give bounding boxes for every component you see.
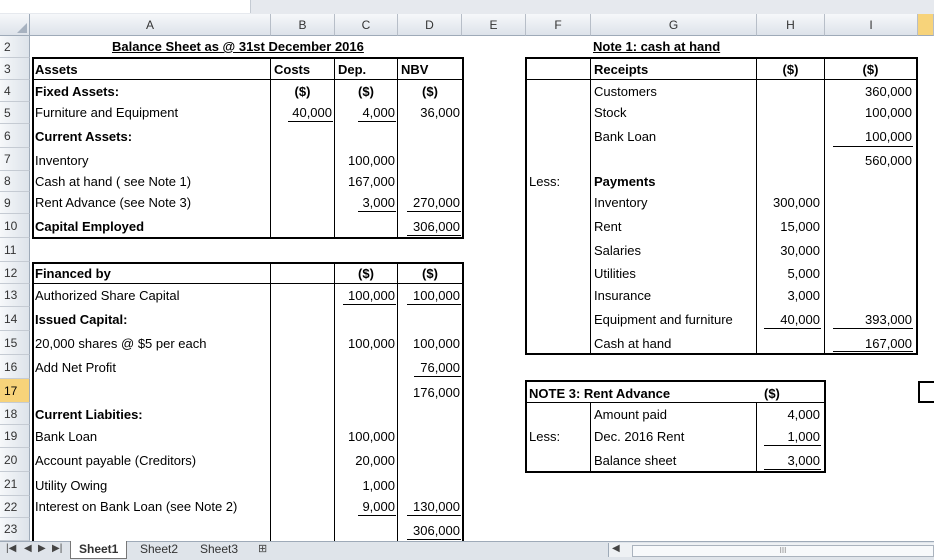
note1-utilities-value: 5,000: [787, 266, 820, 281]
bs-cash-value: 167,000: [348, 174, 395, 189]
column-header-d[interactable]: D: [398, 14, 462, 36]
column-header-g[interactable]: G: [591, 14, 757, 36]
row-header-9[interactable]: 9: [0, 192, 30, 214]
bs-costs-dollar: ($): [294, 84, 311, 99]
fin-subtotal: 176,000: [413, 385, 460, 400]
fin-shares-label: 20,000 shares @ $5 per each: [35, 336, 207, 351]
column-header-a[interactable]: A: [30, 14, 271, 36]
note1-insurance-value: 3,000: [787, 288, 820, 303]
note3-border-right: [824, 380, 826, 473]
column-header-j[interactable]: [918, 14, 934, 36]
bs-furniture-nbv: 36,000: [420, 105, 460, 120]
row-header-22[interactable]: 22: [0, 496, 30, 518]
fin-bank-loan-value: 100,000: [348, 429, 395, 444]
note3-row17-line: [525, 402, 826, 403]
fin-financed-by-label: Financed by: [35, 266, 111, 281]
scroll-left-icon[interactable]: ◀: [612, 543, 620, 554]
underline: [407, 211, 461, 212]
note1-cash-value: 167,000: [865, 336, 912, 351]
underline: [407, 304, 461, 305]
underline: [343, 304, 396, 305]
note1-equipment-value: 40,000: [780, 312, 820, 327]
first-sheet-icon[interactable]: |◀: [6, 543, 17, 554]
tab-sheet1[interactable]: Sheet1: [70, 541, 127, 559]
row-header-2[interactable]: 2: [0, 36, 30, 58]
bs-fixed-assets-label: Fixed Assets:: [35, 84, 120, 99]
note1-stock-label: Stock: [594, 105, 627, 120]
note1-inventory-value: 300,000: [773, 195, 820, 210]
scrollbar-thumb[interactable]: III: [632, 545, 934, 557]
bs-row3-line: [32, 79, 463, 80]
note1-payments-header: Payments: [594, 174, 656, 189]
column-header-e[interactable]: E: [462, 14, 526, 36]
note1-customers-value: 360,000: [865, 84, 912, 99]
note1-border-right: [916, 57, 918, 355]
row-header-6[interactable]: 6: [0, 124, 30, 148]
bs-capital-employed-label: Capital Employed: [35, 219, 145, 234]
underline: [833, 351, 913, 352]
fin-shares-c: 100,000: [348, 336, 395, 351]
note1-bank-loan-value: 100,000: [865, 129, 912, 144]
underline: [833, 328, 913, 329]
note1-border-bottom: [525, 353, 918, 355]
last-sheet-icon[interactable]: ▶|: [52, 543, 63, 554]
bs-border-right: [462, 57, 464, 239]
bs-rent-value: 3,000: [362, 195, 395, 210]
note1-col-g-line: [590, 57, 591, 355]
note1-customers-label: Customers: [594, 84, 657, 99]
column-header-i[interactable]: I: [825, 14, 918, 36]
fin-authorized-c: 100,000: [348, 288, 395, 303]
insert-sheet-icon[interactable]: ⊞: [258, 543, 268, 555]
name-box[interactable]: [0, 0, 251, 13]
bs-border-left: [32, 57, 34, 239]
bs-border-bottom: [32, 237, 464, 239]
note3-amount-paid-label: Amount paid: [594, 407, 667, 422]
tab-sheet3[interactable]: Sheet3: [200, 542, 239, 556]
fin-shares-d: 100,000: [413, 336, 460, 351]
note3-balance-label: Balance sheet: [594, 453, 677, 468]
select-all-corner[interactable]: [0, 14, 30, 36]
row-header-3[interactable]: 3: [0, 58, 30, 80]
underline: [407, 539, 461, 540]
bs-furniture-label: Furniture and Equipment: [35, 105, 179, 120]
note3-col-g-line: [590, 402, 591, 473]
underline: [764, 469, 821, 470]
note1-title: Note 1: cash at hand: [593, 39, 721, 54]
note3-border-top: [525, 380, 826, 382]
underline: [358, 515, 396, 516]
prev-sheet-icon[interactable]: ◀: [24, 543, 32, 554]
note1-insurance-label: Insurance: [594, 288, 652, 303]
note3-less-label: Less:: [529, 429, 561, 444]
fin-border-top: [32, 262, 463, 264]
fin-bank-loan-label: Bank Loan: [35, 429, 98, 444]
underline: [358, 211, 396, 212]
fin-border-left: [32, 262, 34, 541]
note3-amount-paid-value: 4,000: [787, 407, 820, 422]
note1-salaries-value: 30,000: [780, 243, 820, 258]
row-header-4[interactable]: 4: [0, 80, 30, 102]
row-header-16[interactable]: 16: [0, 355, 30, 379]
bs-cash-label: Cash at hand ( see Note 1): [35, 174, 192, 189]
fin-d-dollar: ($): [422, 266, 438, 281]
fin-payable-value: 20,000: [355, 453, 395, 468]
note3-dec-rent-label: Dec. 2016 Rent: [594, 429, 685, 444]
fin-authorized-d: 100,000: [413, 288, 460, 303]
note1-receipts-total: 560,000: [865, 153, 912, 168]
row-header-10[interactable]: 10: [0, 214, 30, 238]
row-header-21[interactable]: 21: [0, 472, 30, 496]
fin-utility-label: Utility Owing: [35, 478, 108, 493]
column-header-h[interactable]: H: [757, 14, 825, 36]
row-header-18[interactable]: 18: [0, 403, 30, 425]
next-sheet-icon[interactable]: ▶: [38, 543, 46, 554]
note3-dec-rent-value: 1,000: [787, 429, 820, 444]
row-header-13[interactable]: 13: [0, 284, 30, 307]
bs-costs-header: Costs: [274, 62, 311, 77]
note1-row3-line: [525, 79, 918, 80]
note1-rent-value: 15,000: [780, 219, 820, 234]
row-header-15[interactable]: 15: [0, 331, 30, 355]
fin-interest-value: 9,000: [362, 499, 395, 514]
row-header-17[interactable]: 17: [0, 379, 30, 403]
fin-payable-label: Account payable (Creditors): [35, 453, 197, 468]
note1-inventory-label: Inventory: [594, 195, 648, 210]
fin-col-b-line: [270, 262, 271, 541]
underline: [414, 376, 461, 377]
row-header-11[interactable]: 11: [0, 238, 30, 262]
underline: [358, 121, 396, 122]
row-header-5[interactable]: 5: [0, 102, 30, 124]
column-header-c[interactable]: C: [335, 14, 398, 36]
column-header-f[interactable]: F: [526, 14, 591, 36]
note1-cash-label: Cash at hand: [594, 336, 672, 351]
fin-issued-label: Issued Capital:: [35, 312, 128, 327]
fin-current-liab-label: Current Liabities:: [35, 407, 143, 422]
note3-title: NOTE 3: Rent Advance: [529, 386, 671, 401]
fin-authorized-label: Authorized Share Capital: [35, 288, 180, 303]
fin-net-profit-value: 76,000: [420, 360, 460, 375]
note3-border-bottom: [525, 471, 826, 473]
note3-border-left: [525, 380, 527, 473]
note1-rent-label: Rent: [594, 219, 622, 234]
bs-assets-label: Assets: [35, 62, 78, 77]
underline: [764, 328, 821, 329]
bs-capital-employed-value: 306,000: [413, 219, 460, 234]
bs-furniture-dep: 4,000: [362, 105, 395, 120]
bs-nbv-dollar: ($): [422, 84, 438, 99]
row-header-8[interactable]: 8: [0, 171, 30, 192]
fin-interest-label: Interest on Bank Loan (see Note 2): [35, 499, 238, 514]
note1-payments-total: 393,000: [865, 312, 912, 327]
fin-liab-total: 130,000: [413, 499, 460, 514]
fin-grand-total: 306,000: [413, 523, 460, 538]
note1-utilities-label: Utilities: [594, 266, 636, 281]
note1-equipment-label: Equipment and furniture: [594, 312, 733, 327]
note1-less-label: Less:: [529, 174, 561, 189]
underline: [288, 121, 333, 122]
row-header-19[interactable]: 19: [0, 425, 30, 448]
note1-i-dollar: ($): [862, 62, 879, 77]
bs-furniture-cost: 40,000: [292, 105, 332, 120]
bs-current-assets-label: Current Assets:: [35, 129, 133, 144]
note3-balance-value: 3,000: [787, 453, 820, 468]
bs-border-top: [32, 57, 463, 59]
underline: [833, 146, 913, 147]
bs-dep-dollar: ($): [358, 84, 374, 99]
bs-title: Balance Sheet as @ 31st December 2016: [112, 39, 364, 54]
row-header-14[interactable]: 14: [0, 307, 30, 331]
row-header-20[interactable]: 20: [0, 448, 30, 472]
note1-border-top: [525, 57, 918, 59]
fin-c-dollar: ($): [358, 266, 374, 281]
note1-bank-loan-label: Bank Loan: [594, 129, 657, 144]
fin-border-right: [462, 262, 464, 541]
note1-receipts-header: Receipts: [594, 62, 649, 77]
underline: [407, 515, 461, 516]
bs-current-total: 270,000: [413, 195, 460, 210]
active-cell-selection[interactable]: [918, 381, 934, 403]
fin-utility-value: 1,000: [362, 478, 395, 493]
note3-dollar: ($): [764, 386, 780, 401]
tab-sheet2[interactable]: Sheet2: [140, 542, 179, 556]
column-header-b[interactable]: B: [271, 14, 335, 36]
row-header-12[interactable]: 12: [0, 262, 30, 284]
note1-h-dollar: ($): [782, 62, 799, 77]
bs-inventory-value: 100,000: [348, 153, 395, 168]
bs-nbv-header: NBV: [401, 62, 429, 77]
row-header-23[interactable]: 23: [0, 518, 30, 541]
bs-dep-header: Dep.: [338, 62, 367, 77]
note1-stock-value: 100,000: [865, 105, 912, 120]
bs-inventory-label: Inventory: [35, 153, 89, 168]
note1-border-left: [525, 57, 527, 355]
underline: [407, 235, 461, 236]
fin-row12-line: [32, 283, 463, 284]
bs-rent-label: Rent Advance (see Note 3): [35, 195, 192, 210]
row-header-7[interactable]: 7: [0, 148, 30, 171]
fin-net-profit-label: Add Net Profit: [35, 360, 116, 375]
underline: [764, 445, 821, 446]
note1-salaries-label: Salaries: [594, 243, 641, 258]
